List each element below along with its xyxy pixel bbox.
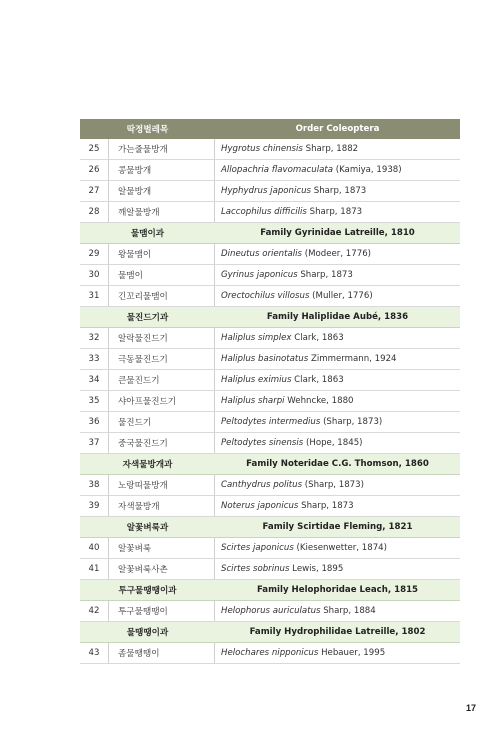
- species-number: 40: [80, 538, 109, 558]
- family-korean-name: 자색물방개과: [122, 460, 173, 470]
- species-row: [80, 286, 460, 307]
- family-row: [80, 307, 460, 328]
- species-korean-name: 샤아프물진드기: [109, 391, 215, 411]
- species-scientific-name: [215, 480, 460, 490]
- species-number: 33: [80, 349, 109, 369]
- species-number: 31: [80, 286, 109, 306]
- binomial-name: Hyphydrus japonicus: [221, 186, 312, 196]
- binomial-name: Orectochilus villosus: [221, 291, 310, 301]
- species-row: [80, 244, 460, 265]
- species-number: 38: [80, 475, 109, 495]
- species-korean-name: 깨알물방개: [109, 202, 215, 222]
- binomial-name: Gyrinus japonicus: [221, 270, 298, 280]
- species-authority: Sharp, 1884: [320, 606, 376, 616]
- family-row: [80, 223, 460, 244]
- species-row: [80, 643, 460, 664]
- species-scientific-name: [215, 438, 460, 448]
- species-scientific-name: [215, 333, 460, 343]
- species-row: [80, 370, 460, 391]
- species-authority: (Kiesenwetter, 1874): [293, 543, 387, 553]
- family-scientific-name: Family Haliplidae Aubé, 1836: [266, 312, 409, 322]
- family-row: [80, 454, 460, 475]
- species-number: 41: [80, 559, 109, 579]
- species-scientific-name: [215, 291, 460, 301]
- species-korean-name: 왕물맴이: [109, 244, 215, 264]
- species-authority: Zimmermann, 1924: [308, 354, 397, 364]
- family-row: [80, 517, 460, 538]
- species-scientific-name: [215, 354, 460, 364]
- family-korean-name: 알꽃벼룩과: [126, 523, 169, 533]
- family-row: [80, 622, 460, 643]
- species-korean-name: 큰물진드기: [109, 370, 215, 390]
- species-number: 27: [80, 181, 109, 201]
- species-authority: Wehncke, 1880: [284, 396, 354, 406]
- header-order: Order Coleoptera: [295, 124, 380, 134]
- species-number: 36: [80, 412, 109, 432]
- species-number: 37: [80, 433, 109, 453]
- species-number: 30: [80, 265, 109, 285]
- species-authority: (Muller, 1776): [309, 291, 373, 301]
- species-row: [80, 265, 460, 286]
- table-body: [80, 139, 460, 664]
- binomial-name: Peltodytes sinensis: [221, 438, 304, 448]
- page-number: 17: [466, 703, 477, 713]
- species-scientific-name: [215, 165, 460, 175]
- species-authority: Hebauer, 1995: [318, 648, 386, 658]
- species-scientific-name: [215, 396, 460, 406]
- table-header: [80, 119, 460, 139]
- family-scientific-name: Family Noteridae C.G. Thomson, 1860: [246, 459, 429, 469]
- species-korean-name: 좀물땡땡이: [109, 643, 215, 663]
- binomial-name: Haliplus simplex: [221, 333, 292, 343]
- species-row: [80, 181, 460, 202]
- species-scientific-name: [215, 186, 460, 196]
- binomial-name: Scirtes japonicus: [221, 543, 294, 553]
- species-number: 28: [80, 202, 109, 222]
- family-scientific-name: Family Hydrophilidae Latreille, 1802: [249, 627, 426, 637]
- species-authority: Sharp, 1873: [311, 186, 367, 196]
- species-authority: (Kamiya, 1938): [332, 165, 402, 175]
- species-number: 43: [80, 643, 109, 663]
- species-korean-name: 투구물땡땡이: [109, 601, 215, 621]
- species-number: 32: [80, 328, 109, 348]
- binomial-name: Allopachria flavomaculata: [221, 165, 333, 175]
- binomial-name: Canthydrus politus: [221, 480, 303, 490]
- species-row: [80, 601, 460, 622]
- binomial-name: Haliplus sharpi: [221, 396, 285, 406]
- species-korean-name: 알꽃벼룩: [109, 538, 215, 558]
- family-scientific-name: Family Helophoridae Leach, 1815: [256, 585, 419, 595]
- binomial-name: Noterus japonicus: [221, 501, 299, 511]
- species-korean-name: 자색물방개: [109, 496, 215, 516]
- species-authority: Clark, 1863: [291, 333, 344, 343]
- species-authority: Sharp, 1873: [306, 207, 363, 217]
- binomial-name: Helophorus auriculatus: [221, 606, 321, 616]
- family-korean-name: 투구물땡땡이과: [118, 586, 177, 596]
- species-korean-name: 중국물진드기: [109, 433, 215, 453]
- species-row: [80, 559, 460, 580]
- species-korean-name: 물맴이: [109, 265, 215, 285]
- species-scientific-name: [215, 270, 460, 280]
- species-korean-name: 극동물진드기: [109, 349, 215, 369]
- species-row: [80, 412, 460, 433]
- species-korean-name: 노랑띠물방개: [109, 475, 215, 495]
- species-row: [80, 475, 460, 496]
- species-row: [80, 328, 460, 349]
- species-korean-name: 콩물방개: [109, 160, 215, 180]
- species-scientific-name: [215, 144, 460, 154]
- family-korean-name: 물진드기과: [126, 313, 169, 323]
- species-korean-name: 가는줄물방개: [109, 139, 215, 159]
- species-scientific-name: [215, 564, 460, 574]
- species-number: 34: [80, 370, 109, 390]
- family-korean-name: 물땡땡이과: [126, 628, 169, 638]
- species-authority: Lewis, 1895: [289, 564, 344, 574]
- species-scientific-name: [215, 417, 460, 427]
- species-korean-name: 긴꼬리물맴이: [109, 286, 215, 306]
- species-authority: Sharp, 1873: [297, 270, 353, 280]
- species-number: 29: [80, 244, 109, 264]
- species-row: [80, 160, 460, 181]
- species-number: 39: [80, 496, 109, 516]
- species-number: 26: [80, 160, 109, 180]
- binomial-name: Helochares nipponicus: [221, 648, 319, 658]
- species-korean-name: 물진드기: [109, 412, 215, 432]
- species-row: [80, 538, 460, 559]
- species-number: 42: [80, 601, 109, 621]
- species-authority: (Sharp, 1873): [302, 480, 364, 490]
- family-row: [80, 580, 460, 601]
- species-korean-name: 알물방개: [109, 181, 215, 201]
- family-korean-name: 물맴이과: [130, 229, 165, 239]
- species-scientific-name: [215, 648, 460, 658]
- species-table: [80, 119, 460, 664]
- species-scientific-name: [215, 249, 460, 259]
- species-row: [80, 433, 460, 454]
- species-row: [80, 391, 460, 412]
- binomial-name: Dineutus orientalis: [221, 249, 303, 259]
- binomial-name: Haliplus basinotatus: [221, 354, 309, 364]
- species-scientific-name: [215, 207, 460, 217]
- species-authority: (Hope, 1845): [303, 438, 363, 448]
- species-scientific-name: [215, 375, 460, 385]
- binomial-name: Scirtes sobrinus: [221, 564, 290, 574]
- species-scientific-name: [215, 543, 460, 553]
- species-korean-name: 알꽃벼룩사촌: [109, 559, 215, 579]
- species-scientific-name: [215, 501, 460, 511]
- binomial-name: Hygrotus chinensis: [221, 144, 303, 154]
- species-authority: (Modeer, 1776): [302, 249, 372, 259]
- species-authority: Clark, 1863: [291, 375, 344, 385]
- species-row: [80, 139, 460, 160]
- species-number: 35: [80, 391, 109, 411]
- species-scientific-name: [215, 606, 460, 616]
- species-number: 25: [80, 139, 109, 159]
- family-scientific-name: Family Scirtidae Fleming, 1821: [262, 522, 413, 532]
- species-korean-name: 알락물진드기: [109, 328, 215, 348]
- header-korean: 딱정벌레목: [126, 125, 169, 135]
- species-row: [80, 349, 460, 370]
- binomial-name: Peltodytes intermedius: [221, 417, 321, 427]
- binomial-name: Laccophilus difficilis: [221, 207, 307, 217]
- species-authority: (Sharp, 1873): [320, 417, 383, 427]
- family-scientific-name: Family Gyrinidae Latreille, 1810: [260, 228, 415, 238]
- species-authority: Sharp, 1882: [302, 144, 359, 154]
- binomial-name: Haliplus eximius: [221, 375, 292, 385]
- species-row: [80, 202, 460, 223]
- species-authority: Sharp, 1873: [298, 501, 354, 511]
- species-row: [80, 496, 460, 517]
